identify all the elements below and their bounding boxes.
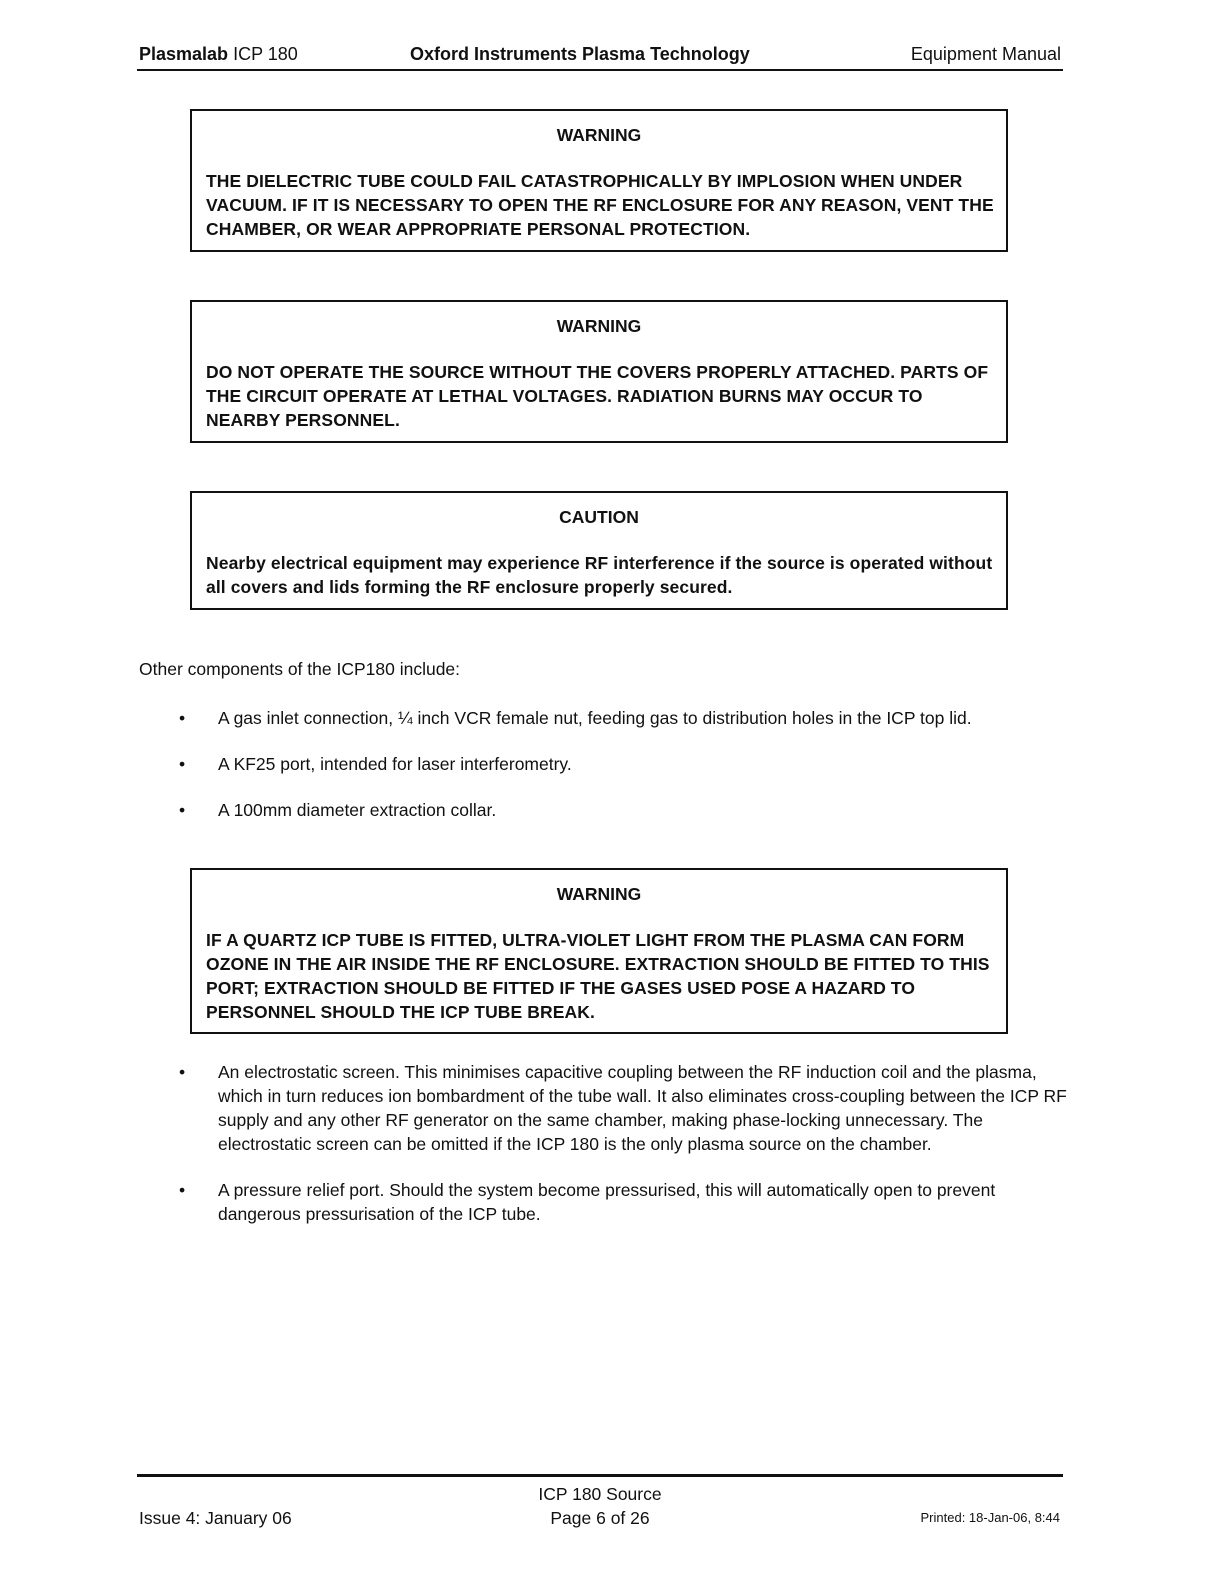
footer-printed: Printed: 18-Jan-06, 8:44 xyxy=(920,1510,1060,1525)
list-item-text: A gas inlet connection, ¼ inch VCR female nut, feeding gas to distribution holes in the ICP top lid. xyxy=(218,708,972,728)
components-list-a xyxy=(170,706,1070,844)
bullet-icon: • xyxy=(179,708,186,728)
notice-title: WARNING xyxy=(556,316,642,336)
bullet-icon: • xyxy=(179,1062,186,1082)
bullet-icon: • xyxy=(179,800,186,820)
notice-body: IF A QUARTZ ICP TUBE IS FITTED, ULTRA-VIOLET LIGHT FROM THE PLASMA CAN FORM OZONE IN THE AIR INSIDE THE RF ENCLOSURE. EXTRACTION SHOULD BE FITTED TO THIS PORT; EXTRACTION SHOULD BE FITTED IF THE GASES USED POSE A HAZARD TO PERSONNEL SHOULD THE ICP TUBE BREAK. xyxy=(206,930,990,1022)
notice-body: Nearby electrical equipment may experience RF interference if the source is operated without all covers and lids forming the RF enclosure properly secured. xyxy=(206,553,993,597)
bullet-icon: • xyxy=(179,1180,186,1200)
list-item-text: An electrostatic screen. This minimises capacitive coupling between the RF induction coil and the plasma, which in turn reduces ion bombardment of the tube wall. It also eliminates cross-coupling between the ICP RF supply and any other RF generator on the same chamber, making phase-locking unnecessary. The electrostatic screen can be omitted if the ICP 180 is the only plasma source on the chamber. xyxy=(218,1062,1067,1154)
footer-section: ICP 180 Source xyxy=(538,1484,662,1504)
bullet-icon: • xyxy=(179,754,186,774)
footer-rule xyxy=(137,1474,1063,1477)
notice-title: WARNING xyxy=(556,125,642,145)
page-header xyxy=(137,44,1063,70)
list-item xyxy=(170,1178,1070,1226)
list-item-text: A pressure relief port. Should the system become pressurised, this will automatically open to prevent dangerous pressurisation of the ICP tube. xyxy=(218,1180,996,1224)
list-item xyxy=(170,1060,1070,1156)
list-item xyxy=(170,798,1070,822)
notice-body: THE DIELECTRIC TUBE COULD FAIL CATASTROPHICALLY BY IMPLOSION WHEN UNDER VACUUM. IF IT IS NECESSARY TO OPEN THE RF ENCLOSURE FOR ANY REASON, VENT THE CHAMBER, OR WEAR APPROPRIATE PERSONAL PROTECTION. xyxy=(206,171,994,239)
caution-box-rf-interference xyxy=(190,491,1008,610)
footer-page-number: Page 6 of 26 xyxy=(550,1508,650,1528)
warning-box-implosion xyxy=(190,109,1008,252)
header-company: Oxford Instruments Plasma Technology xyxy=(410,44,750,64)
header-product xyxy=(139,44,298,65)
list-item-text: A KF25 port, intended for laser interferometry. xyxy=(218,754,572,774)
list-item xyxy=(170,706,1070,730)
header-product-model: ICP 180 xyxy=(228,44,298,64)
notice-body: DO NOT OPERATE THE SOURCE WITHOUT THE COVERS PROPERLY ATTACHED. PARTS OF THE CIRCUIT OPERATE AT LETHAL VOLTAGES. RADIATION BURNS MAY OCCUR TO NEARBY PERSONNEL. xyxy=(206,362,989,430)
warning-box-covers xyxy=(190,300,1008,443)
list-item-text: A 100mm diameter extraction collar. xyxy=(218,800,497,820)
footer-issue: Issue 4: January 06 xyxy=(139,1508,292,1528)
header-rule xyxy=(137,69,1063,71)
header-doc-type: Equipment Manual xyxy=(910,44,1061,64)
list-item xyxy=(170,752,1070,776)
warning-box-ozone xyxy=(190,868,1008,1034)
footer-center xyxy=(500,1482,700,1530)
components-intro: Other components of the ICP180 include: xyxy=(139,659,461,679)
components-list-b xyxy=(170,1060,1070,1248)
notice-title: CAUTION xyxy=(559,507,639,527)
header-product-bold: Plasmalab xyxy=(139,44,229,64)
notice-title: WARNING xyxy=(556,884,642,904)
